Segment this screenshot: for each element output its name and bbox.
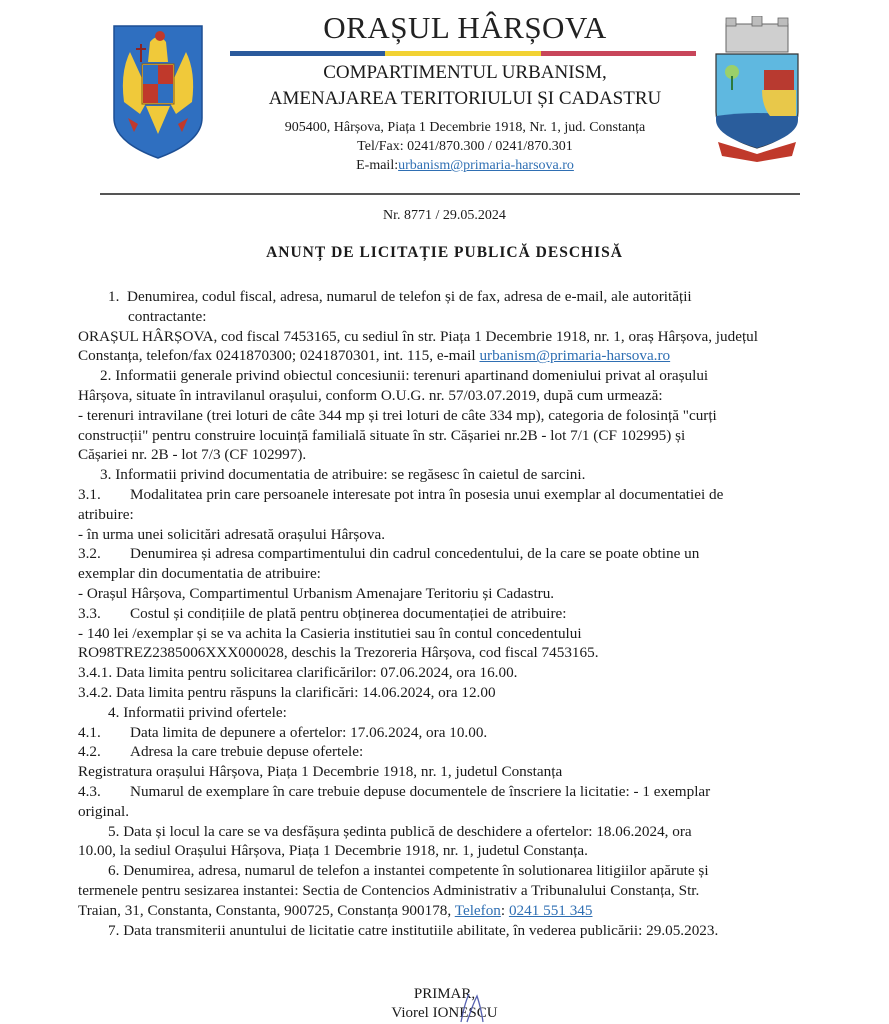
section-3-2-line-3: - Orașul Hârșova, Compartimentul Urbanism Amenajare Teritoriu și Cadastru. [78, 584, 555, 602]
section-4-3-line-1: 4.3. Numarul de exemplare în care trebuie depuse documentele de înscriere la licitatie: - 1 exemplar [78, 782, 711, 800]
section-3-3-line-3: RO98TREZ2385006XXX000028, deschis la Trezoreria Hârșova, cod fiscal 7453165. [78, 644, 599, 662]
section-3-1-line-3: - în urma unei solicitări adresată orașului Hârșova. [78, 525, 386, 543]
section-4-3-line-2: original. [78, 802, 130, 820]
phone-number-link[interactable]: 0241 551 345 [508, 901, 593, 919]
telefon-link[interactable]: Telefon [454, 901, 501, 919]
section-3-4-2: 3.4.2. Data limita pentru răspuns la clarificări: 14.06.2024, ora 12.00 [78, 683, 496, 701]
harsova-coat-of-arms-icon [712, 16, 802, 164]
section-5-line-1: 5. Data și locul la care se va desfășura ședinta publică de deschidere a ofertelor: 18.06.2024, ora [108, 822, 692, 840]
signature-block [0, 985, 889, 1023]
section-1-line-1: 1. Denumirea, codul fiscal, adresa, numarul de telefon și de fax, adresa de e-mail, ale autorității [108, 288, 692, 305]
section-3-1-line-2: atribuire: [78, 505, 134, 523]
section-1-body-2: Constanța, telefon/fax 0241870300; 0241870301, int. 115, e-mail urbanism@primaria-harsova.ro [78, 347, 671, 365]
section-3-4-1: 3.4.1. Data limita pentru solicitarea clarificărilor: 07.06.2024, ora 16.00. [78, 664, 518, 682]
section-3-1-line-1: 3.1. Modalitatea prin care persoanele interesate pot intra în posesia unui exemplar al documentatiei de [78, 485, 724, 503]
romania-coat-of-arms-icon [110, 22, 206, 162]
section-3-3-line-2: - 140 lei /exemplar și se va achita la Casieria institutiei sau în contul concedentului [78, 624, 582, 642]
section-6-line-1: 6. Denumirea, adresa, numarul de telefon a instantei competente în solutionarea litigiilor apărute și [108, 862, 709, 880]
section-3-2-line-1: 3.2. Denumirea și adresa compartimentului din cadrul concedentului, de la care se poate obtine un [78, 545, 700, 563]
department-line-2: AMENAJAREA TERITORIULUI ȘI CADASTRU [268, 88, 662, 109]
header-divider [100, 193, 800, 195]
tricolor-blue [230, 51, 385, 56]
section-6-line-2: termenele pentru sesizarea instantei: Sectia de Contencios Administrativ a Tribunalului Constanța, Str. [78, 881, 700, 899]
section-3-2-line-2: exemplar din documentatia de atribuire: [78, 565, 321, 583]
section-6-line-3: Traian, 31, Constanta, Constanta, 900725, Constanța 900178, Telefon: 0241 551 345 [78, 901, 593, 919]
tricolor-red [541, 51, 696, 56]
address: 905400, Hârșova, Piața 1 Decembrie 1918, Nr. 1, jud. Constanța [284, 120, 646, 135]
section-4-2-line-1: 4.2. Adresa la care trebuie depuse ofertele: [78, 743, 364, 761]
section-7-line-1: 7. Data transmiterii anuntului de licitatie catre institutiile abilitate, în vederea publicării: 29.05.2023. [108, 921, 719, 939]
handwritten-signature-icon [455, 992, 495, 1024]
contact-email-link[interactable]: urbanism@primaria-harsova.ro [479, 347, 671, 365]
tricolor-yellow [385, 51, 540, 56]
email-label: E-mail: [356, 158, 399, 173]
email-link[interactable]: urbanism@primaria-harsova.ro [398, 158, 574, 173]
section-1-line-2: contractante: [128, 307, 207, 325]
document-body [78, 287, 838, 940]
section-3-line-1: 3. Informatii privind documentatia de atribuire: se regăsesc în caietul de sarcini. [100, 466, 586, 484]
section-2-line-2: Hârșova, situate în intravilanul orașului, conform O.U.G. nr. 57/03.07.2019, după cum urmează: [78, 386, 663, 404]
letterhead [0, 0, 889, 190]
section-2-line-3: - terenuri intravilane (trei loturi de câte 344 mp și trei loturi de câte 334 mp), categoria de folosință "curți [78, 406, 717, 424]
section-1-body-1: ORAȘUL HÂRȘOVA, cod fiscal 7453165, cu sediul în str. Piața 1 Decembrie 1918, nr. 1, oraș Hârșova, județul [78, 327, 758, 345]
signature-role: PRIMAR, [413, 986, 476, 1002]
document-title: ANUNȚ DE LICITAȚIE PUBLICĂ DESCHISĂ [266, 244, 623, 261]
tricolor-divider [230, 51, 696, 56]
department-line-1: COMPARTIMENTUL URBANISM, [323, 62, 607, 83]
telfax: Tel/Fax: 0241/870.300 / 0241/870.301 [357, 139, 573, 154]
section-4-line-1: 4. Informatii privind ofertele: [108, 703, 287, 721]
document-number: Nr. 8771 / 29.05.2024 [383, 208, 506, 223]
section-4-1: 4.1. Data limita de depunere a ofertelor: 17.06.2024, ora 10.00. [78, 723, 488, 741]
signature-name: Viorel IONESCU [391, 1005, 498, 1021]
section-4-2-line-2: Registratura orașului Hârșova, Piața 1 Decembrie 1918, nr. 1, judetul Constanța [78, 763, 563, 781]
city-title: ORAȘUL HÂRȘOVA [323, 10, 607, 45]
section-2-line-5: Cășariei nr. 2B - lot 7/3 (CF 102997). [78, 446, 307, 464]
section-5-line-2: 10.00, la sediul Orașului Hârșova, Piața 1 Decembrie 1918, nr. 1, judetul Constanța. [78, 842, 588, 860]
email-line [230, 158, 700, 174]
section-3-3-line-1: 3.3. Costul și condițiile de plată pentru obținerea documentației de atribuire: [78, 604, 567, 622]
section-2-line-4: construcții" pentru construire locuință familială situate în str. Cășariei nr.2B - lot 7/1 (CF 102995) și [78, 426, 686, 444]
section-2-line-1: 2. Informatii generale privind obiectul concesiunii: terenuri apartinand domeniului privat al orașului [100, 367, 709, 385]
